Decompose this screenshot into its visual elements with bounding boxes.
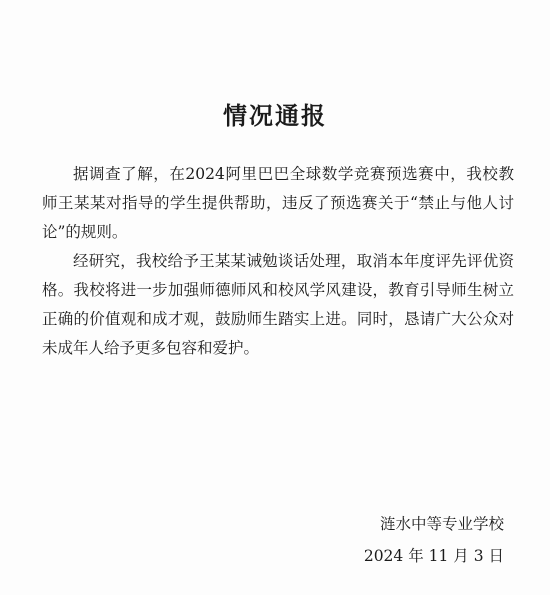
paragraph-decision: 经研究，我校给予王某某诫勉谈话处理，取消本年度评先评优资格。我校将进一步加强师德师风和校风学风建设，教育引导师生树立正确的价值观和成才观，鼓励师生踏实上进。同时，恳请广大公众对未成年人给予更多包容和爱护。 <box>42 252 514 357</box>
issue-date: 2024 年 11 月 3 日 <box>363 547 504 565</box>
document-body <box>42 160 514 363</box>
document-title: 情况通报 <box>223 102 327 130</box>
signature-block <box>364 508 504 572</box>
issuing-organization: 涟水中等专业学校 <box>379 515 504 533</box>
paragraph-investigation: 据调查了解，在2024阿里巴巴全球数学竞赛预选赛中，我校教师王某某对指导的学生提供帮助，违反了预选赛关于“禁止与他人讨论”的规则。 <box>42 165 514 241</box>
